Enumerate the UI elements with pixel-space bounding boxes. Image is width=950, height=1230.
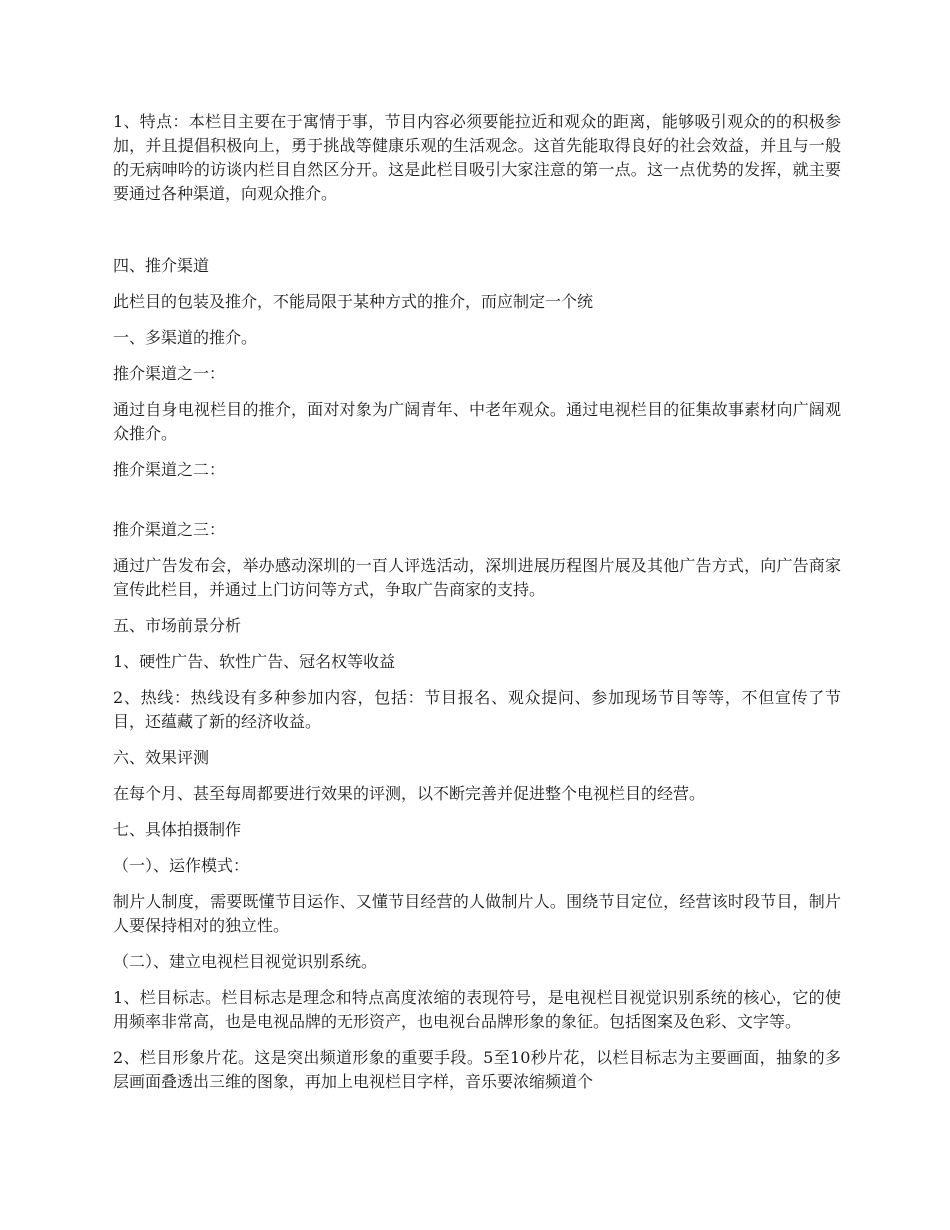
paragraph-program-logo: 1、栏目标志。栏目标志是理念和特点高度浓缩的表现符号，是电视栏目视觉识别系统的核心，它的使用频率非常高，也是电视品牌的无形资产，也电视台品牌形象的象征。包括图案及色彩、文字等。 (113, 988, 841, 1031)
heading-effect-evaluation: 六、效果评测 (113, 748, 210, 767)
paragraph-evaluation: 在每个月、甚至每周都要进行效果的评测，以不断完善并促进整个电视栏目的经营。 (113, 784, 706, 803)
document-body (113, 110, 841, 1106)
heading-production: 七、具体拍摄制作 (113, 820, 242, 839)
heading-channel-one: 推介渠道之一： (113, 364, 226, 383)
heading-promotion-channels: 四、推介渠道 (113, 256, 210, 275)
paragraph-hard-ads: 1、硬性广告、软性广告、冠名权等收益 (113, 652, 396, 671)
heading-operation-mode: （一）、运作模式： (113, 856, 250, 875)
paragraph-channel-three: 通过广告发布会，举办感动深圳的一百人评选活动，深圳进展历程图片展及其他广告方式，向广告商家宣传此栏目，并通过上门访问等方式，争取广告商家的支持。 (113, 556, 841, 599)
heading-channel-two: 推介渠道之二： (113, 460, 226, 479)
paragraph-promotion-intro: 此栏目的包装及推介，不能局限于某种方式的推介，而应制定一个统 (113, 292, 594, 311)
paragraph-features: 1、特点：本栏目主要在于寓情于事，节目内容必须要能拉近和观众的距离，能够吸引观众的的积极参加，并且提倡积极向上，勇于挑战等健康乐观的生活观念。这首先能取得良好的社会效益，并且与一般的无病呻吟的访谈内栏目自然区分开。这是此栏目吸引大家注意的第一点。这一点优势的发挥，就主要要通过各种渠道，向观众推介。 (113, 112, 841, 203)
heading-market-outlook: 五、市场前景分析 (113, 616, 242, 635)
paragraph-producer-system: 制片人制度，需要既懂节目运作、又懂节目经营的人做制片人。围绕节目定位，经营该时段节目，制片人要保持相对的独立性。 (113, 892, 841, 935)
heading-visual-identity: （二）、建立电视栏目视觉识别系统。 (113, 952, 378, 971)
heading-channel-three: 推介渠道之三： (113, 520, 226, 539)
heading-multi-channel: 一、多渠道的推介。 (113, 328, 258, 347)
paragraph-channel-one: 通过自身电视栏目的推介，面对对象为广阔青年、中老年观众。通过电视栏目的征集故事素材向广阔观众推介。 (113, 400, 841, 443)
paragraph-hotline: 2、热线：热线设有多种参加内容，包括：节目报名、观众提问、参加现场节目等等，不但宣传了节目，还蕴藏了新的经济收益。 (113, 688, 841, 731)
paragraph-program-clip: 2、栏目形象片花。这是突出频道形象的重要手段。5至10秒片花，以栏目标志为主要画面，抽象的多层画面叠透出三维的图象，再加上电视栏目字样，音乐要浓缩频道个 (113, 1048, 841, 1091)
